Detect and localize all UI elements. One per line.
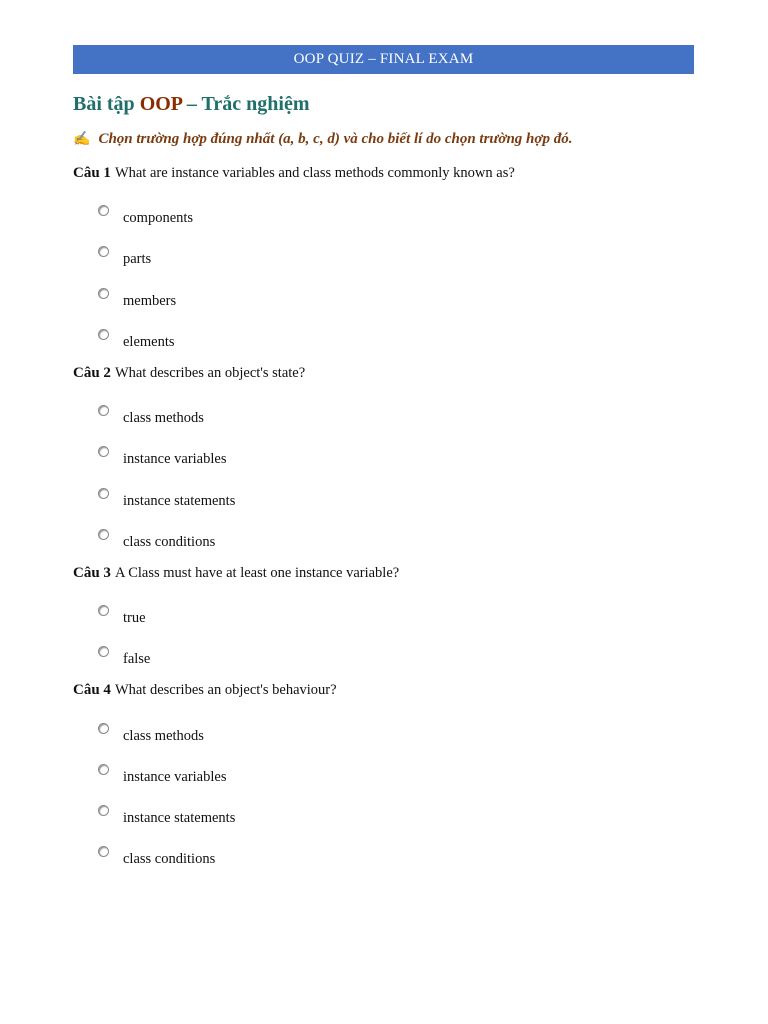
- radio-button[interactable]: [98, 846, 109, 857]
- radio-button[interactable]: [98, 246, 109, 257]
- option-label: members: [123, 293, 177, 309]
- question-text: What describes an object's behaviour?: [114, 682, 337, 698]
- question-text: A Class must have at least one instance variable?: [114, 565, 400, 581]
- question-number: Câu 1: [73, 165, 111, 181]
- option-label: false: [123, 651, 151, 667]
- title-suffix: – Trắc nghiệm: [181, 93, 310, 115]
- option-label: instance statements: [123, 493, 236, 509]
- option-label: class methods: [123, 410, 204, 426]
- option-label: instance statements: [123, 810, 236, 826]
- option-label: class methods: [123, 728, 204, 744]
- question-4: [73, 682, 337, 699]
- question-number: Câu 2: [73, 365, 111, 381]
- header-banner: OOP QUIZ – FINAL EXAM: [73, 45, 694, 74]
- radio-button[interactable]: [98, 605, 109, 616]
- option-label: class conditions: [123, 851, 216, 867]
- option-label: components: [123, 210, 194, 226]
- radio-button[interactable]: [98, 205, 109, 216]
- page-title: [73, 93, 310, 116]
- question-text: What are instance variables and class methods commonly known as?: [114, 165, 515, 181]
- radio-button[interactable]: [98, 764, 109, 775]
- radio-button[interactable]: [98, 529, 109, 540]
- option-label: instance variables: [123, 451, 227, 467]
- radio-button[interactable]: [98, 805, 109, 816]
- question-2: [73, 365, 305, 382]
- option-label: class conditions: [123, 534, 216, 550]
- instruction-line: [73, 131, 572, 148]
- writing-hand-icon: ✍: [73, 132, 91, 147]
- option-label: instance variables: [123, 769, 227, 785]
- question-number: Câu 4: [73, 682, 111, 698]
- radio-button[interactable]: [98, 329, 109, 340]
- title-prefix: Bài tập: [73, 93, 140, 115]
- option-label: elements: [123, 334, 175, 350]
- radio-button[interactable]: [98, 723, 109, 734]
- option-label: parts: [123, 251, 152, 267]
- question-1: [73, 165, 515, 182]
- instruction-text: Chọn trường hợp đúng nhất (a, b, c, d) và cho biết lí do chọn trường hợp đó.: [98, 131, 573, 147]
- radio-button[interactable]: [98, 488, 109, 499]
- question-3: [73, 565, 399, 582]
- title-oop: OOP: [139, 93, 182, 115]
- option-label: true: [123, 610, 146, 626]
- radio-button[interactable]: [98, 405, 109, 416]
- question-number: Câu 3: [73, 565, 111, 581]
- radio-button[interactable]: [98, 446, 109, 457]
- question-text: What describes an object's state?: [114, 365, 306, 381]
- radio-button[interactable]: [98, 288, 109, 299]
- radio-button[interactable]: [98, 646, 109, 657]
